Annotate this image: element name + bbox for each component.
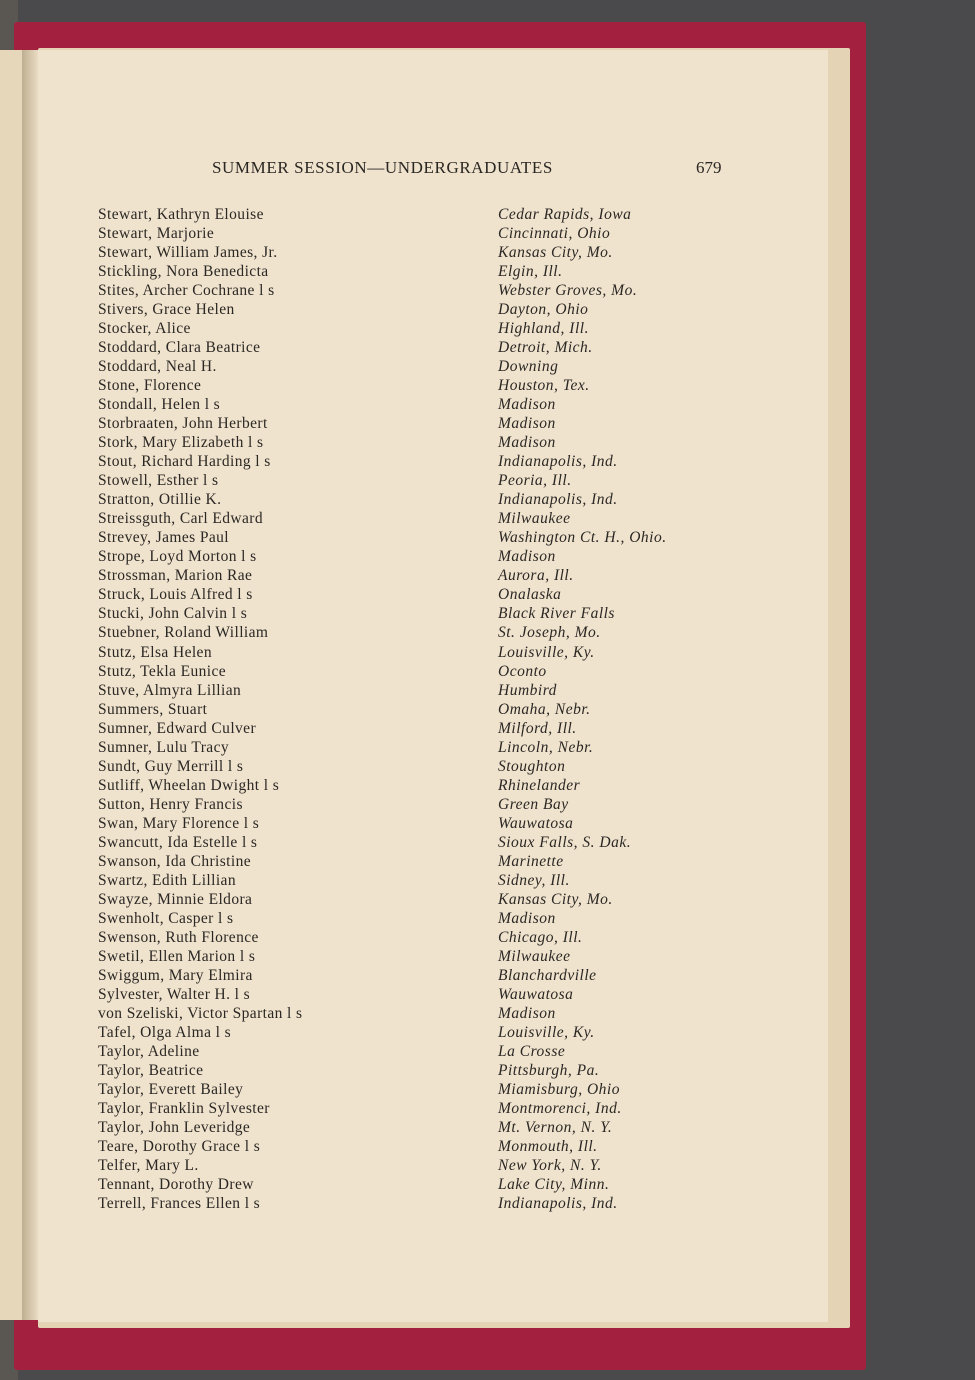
hometown: Sidney, Ill. — [498, 871, 570, 889]
list-item — [0, 586, 975, 605]
student-name: Taylor, Adeline — [98, 1042, 200, 1060]
hometown: Mt. Vernon, N. Y. — [498, 1119, 613, 1136]
hometown: New York, N. Y. — [498, 1157, 602, 1174]
student-name: Swiggum, Mary Elmira — [98, 966, 253, 984]
student-name: Telfer, Mary L. — [98, 1157, 199, 1174]
student-name: Strope, Loyd Morton l s — [98, 548, 257, 566]
page-number: 679 — [696, 158, 722, 177]
list-item — [0, 377, 975, 396]
student-name: Struck, Louis Alfred l s — [98, 586, 253, 604]
student-name: Storbraaten, John Herbert — [98, 415, 268, 433]
hometown: Houston, Tex. — [498, 377, 590, 395]
student-name: Stutz, Elsa Helen — [98, 643, 212, 661]
list-item — [0, 644, 975, 663]
hometown: Milford, Ill. — [498, 719, 577, 737]
list-item — [0, 1005, 975, 1024]
list-item — [0, 263, 975, 282]
list-item — [0, 244, 975, 263]
hometown: Onalaska — [498, 586, 562, 604]
hometown: Madison — [498, 415, 556, 433]
hometown: La Crosse — [498, 1042, 566, 1060]
list-item — [0, 739, 975, 758]
hometown: Madison — [498, 909, 556, 927]
student-name: Stork, Mary Elizabeth l s — [98, 434, 264, 452]
hometown: Miamisburg, Ohio — [498, 1080, 620, 1098]
list-item — [0, 339, 975, 358]
hometown: St. Joseph, Mo. — [498, 624, 601, 642]
student-name: Stowell, Esther l s — [98, 472, 219, 490]
student-name: Streissguth, Carl Edward — [98, 510, 264, 528]
student-name: Tennant, Dorothy Drew — [98, 1176, 254, 1193]
student-name: Sumner, Edward Culver — [98, 719, 257, 737]
student-name: Strevey, James Paul — [98, 529, 230, 547]
list-item — [0, 491, 975, 510]
student-name: Swenson, Ruth Florence — [98, 928, 259, 946]
student-name: Stone, Florence — [98, 377, 202, 395]
hometown: Madison — [498, 396, 556, 414]
list-item — [0, 1157, 975, 1176]
list-item — [0, 415, 975, 434]
running-title: SUMMER SESSION—UNDERGRADUATES — [212, 158, 553, 177]
hometown: Humbird — [498, 681, 557, 699]
list-item — [0, 872, 975, 891]
student-name: Swayze, Minnie Eldora — [98, 890, 253, 908]
student-name: Stickling, Nora Benedicta — [98, 263, 269, 281]
hometown: Montmorenci, Ind. — [498, 1099, 622, 1117]
list-item — [0, 1119, 975, 1138]
student-name: Stites, Archer Cochrane l s — [98, 282, 275, 300]
student-name: Swan, Mary Florence l s — [98, 814, 260, 832]
student-name: Terrell, Frances Ellen l s — [98, 1195, 261, 1212]
hometown: Sioux Falls, S. Dak. — [498, 833, 632, 851]
hometown: Milwaukee — [498, 510, 571, 528]
list-item — [0, 948, 975, 967]
list-item — [0, 282, 975, 301]
hometown: Omaha, Nebr. — [498, 700, 591, 718]
list-item — [0, 548, 975, 567]
hometown: Black River Falls — [498, 605, 615, 623]
list-item — [0, 815, 975, 834]
student-name: Swenholt, Casper l s — [98, 909, 234, 927]
list-item — [0, 453, 975, 472]
list-item — [0, 1100, 975, 1119]
hometown: Lincoln, Nebr. — [498, 738, 594, 756]
hometown: Wauwatosa — [498, 814, 574, 832]
hometown: Indianapolis, Ind. — [498, 1195, 618, 1212]
hometown: Louisville, Ky. — [498, 643, 595, 661]
list-item — [0, 567, 975, 586]
student-name: Stratton, Otillie K. — [98, 491, 222, 509]
hometown: Washington Ct. H., Ohio. — [498, 529, 667, 547]
student-name: Stout, Richard Harding l s — [98, 453, 271, 471]
list-item — [0, 206, 975, 225]
student-name: Sylvester, Walter H. l s — [98, 985, 251, 1003]
list-item — [0, 434, 975, 453]
student-name: Swartz, Edith Lillian — [98, 871, 236, 889]
list-item — [0, 758, 975, 777]
hometown: Webster Groves, Mo. — [498, 282, 638, 300]
hometown: Detroit, Mich. — [498, 339, 593, 357]
student-name: Stewart, Kathryn Elouise — [98, 206, 264, 223]
list-item — [0, 624, 975, 643]
student-name: von Szeliski, Victor Spartan l s — [98, 1004, 303, 1022]
hometown: Indianapolis, Ind. — [498, 453, 618, 471]
student-name: Tafel, Olga Alma l s — [98, 1023, 232, 1041]
student-name: Teare, Dorothy Grace l s — [98, 1138, 261, 1155]
hometown: Kansas City, Mo. — [498, 244, 613, 261]
hometown: Madison — [498, 548, 556, 566]
list-item — [0, 605, 975, 624]
student-name: Stoddard, Clara Beatrice — [98, 339, 261, 357]
hometown: Aurora, Ill. — [498, 567, 574, 585]
list-item — [0, 967, 975, 986]
list-item — [0, 358, 975, 377]
student-name: Taylor, Franklin Sylvester — [98, 1099, 270, 1117]
hometown: Lake City, Minn. — [498, 1176, 610, 1193]
list-item — [0, 1176, 975, 1195]
hometown: Elgin, Ill. — [498, 263, 563, 281]
hometown: Rhinelander — [498, 776, 581, 794]
hometown: Green Bay — [498, 795, 569, 813]
student-name: Sutliff, Wheelan Dwight l s — [98, 776, 280, 794]
list-item — [0, 1024, 975, 1043]
hometown: Pittsburgh, Pa. — [498, 1061, 600, 1079]
hometown: Dayton, Ohio — [498, 301, 589, 319]
list-item — [0, 682, 975, 701]
student-name: Stewart, William James, Jr. — [98, 244, 278, 261]
student-name: Stuve, Almyra Lillian — [98, 681, 242, 699]
list-item — [0, 720, 975, 739]
student-name: Stutz, Tekla Eunice — [98, 662, 227, 680]
student-name: Stoddard, Neal H. — [98, 358, 217, 376]
hometown: Kansas City, Mo. — [498, 890, 613, 908]
student-name: Taylor, John Leveridge — [98, 1119, 251, 1136]
list-item — [0, 891, 975, 910]
list-item — [0, 853, 975, 872]
list-item — [0, 1138, 975, 1157]
list-item — [0, 472, 975, 491]
student-name: Stivers, Grace Helen — [98, 301, 235, 319]
student-name: Sumner, Lulu Tracy — [98, 738, 230, 756]
list-item — [0, 663, 975, 682]
list-item — [0, 834, 975, 853]
student-name: Summers, Stuart — [98, 700, 208, 718]
student-name: Stewart, Marjorie — [98, 225, 215, 242]
hometown: Blanchardville — [498, 966, 597, 984]
list-item — [0, 510, 975, 529]
list-item — [0, 225, 975, 244]
list-item — [0, 529, 975, 548]
hometown: Cedar Rapids, Iowa — [498, 206, 632, 223]
hometown: Chicago, Ill. — [498, 928, 583, 946]
hometown: Madison — [498, 1004, 556, 1022]
list-item — [0, 1081, 975, 1100]
hometown: Wauwatosa — [498, 985, 574, 1003]
list-item — [0, 777, 975, 796]
hometown: Indianapolis, Ind. — [498, 491, 618, 509]
list-item — [0, 1043, 975, 1062]
list-item — [0, 320, 975, 339]
student-name: Taylor, Everett Bailey — [98, 1080, 244, 1098]
student-name: Sundt, Guy Merrill l s — [98, 757, 244, 775]
list-item — [0, 396, 975, 415]
student-name: Swancutt, Ida Estelle l s — [98, 833, 258, 851]
hometown: Peoria, Ill. — [498, 472, 572, 490]
hometown: Milwaukee — [498, 947, 571, 965]
list-item — [0, 929, 975, 948]
list-item — [0, 910, 975, 929]
hometown: Oconto — [498, 662, 547, 680]
student-name: Swetil, Ellen Marion l s — [98, 947, 256, 965]
student-name: Stocker, Alice — [98, 320, 191, 338]
hometown: Cincinnati, Ohio — [498, 225, 611, 242]
student-name: Stucki, John Calvin l s — [98, 605, 248, 623]
hometown: Highland, Ill. — [498, 320, 589, 338]
list-item — [0, 701, 975, 720]
list-item — [0, 301, 975, 320]
hometown: Madison — [498, 434, 556, 452]
list-item — [0, 1062, 975, 1081]
list-item — [0, 986, 975, 1005]
student-name: Taylor, Beatrice — [98, 1061, 204, 1079]
student-name: Swanson, Ida Christine — [98, 852, 252, 870]
list-item — [0, 796, 975, 815]
hometown: Stoughton — [498, 757, 566, 775]
student-name: Stondall, Helen l s — [98, 396, 221, 414]
hometown: Monmouth, Ill. — [498, 1138, 598, 1155]
hometown: Louisville, Ky. — [498, 1023, 595, 1041]
student-name: Strossman, Marion Rae — [98, 567, 253, 585]
student-name: Stuebner, Roland William — [98, 624, 269, 642]
hometown: Downing — [498, 358, 559, 376]
hometown: Marinette — [498, 852, 564, 870]
list-item — [0, 1195, 975, 1214]
student-name: Sutton, Henry Francis — [98, 795, 243, 813]
